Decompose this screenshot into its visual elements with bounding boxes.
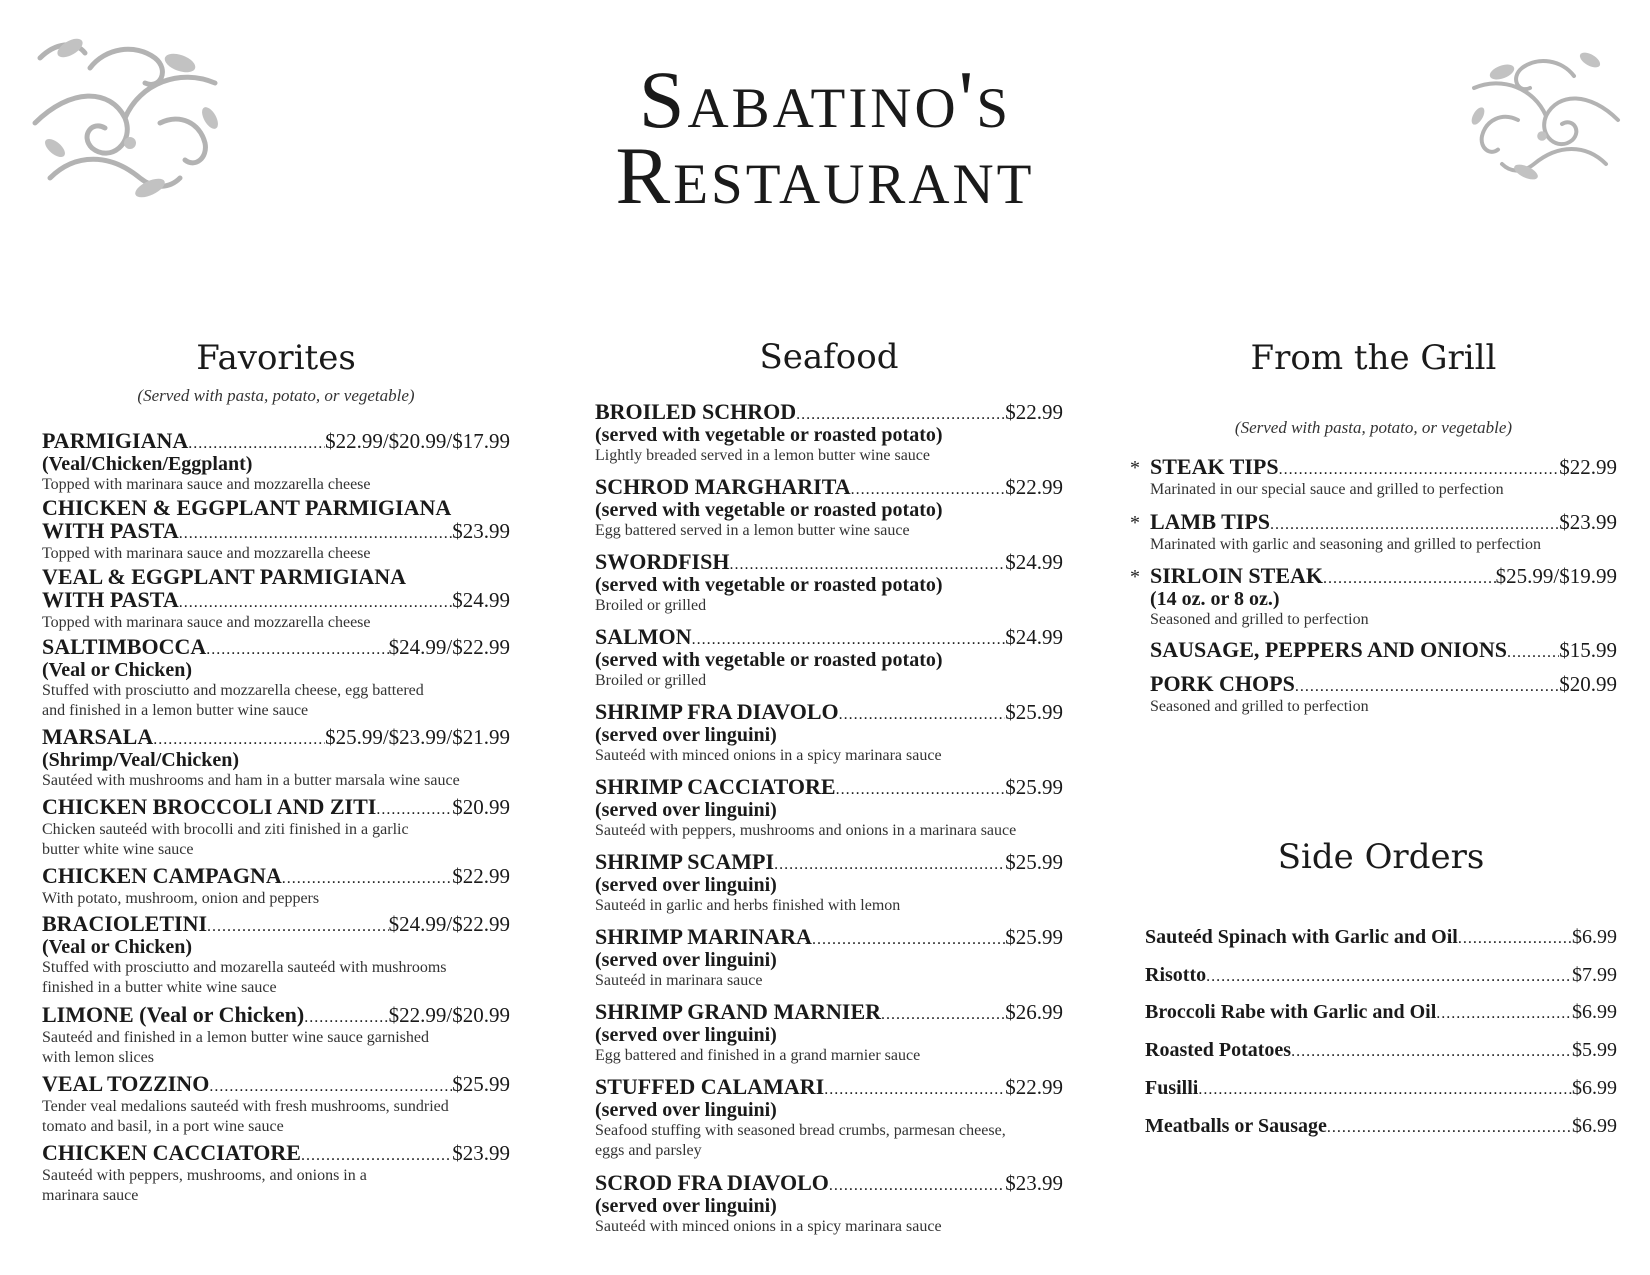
side-orders-heading: Side Orders xyxy=(1277,837,1485,877)
item-subtitle: (Shrimp/Veal/Chicken) xyxy=(42,749,240,771)
item-description: Chicken sauteéd with brocolli and ziti finished in a garlic xyxy=(42,821,409,838)
item-price: $26.99 xyxy=(1005,1000,1063,1024)
grill-heading: From the Grill xyxy=(1250,338,1497,378)
item-name: SIRLOIN STEAK xyxy=(1150,563,1324,588)
menu-item xyxy=(595,925,1063,991)
item-description: Seasoned and grilled to perfection xyxy=(1150,698,1369,715)
item-name: CHICKEN CAMPAGNA xyxy=(42,863,282,888)
item-price: $25.99/$19.99 xyxy=(1495,564,1617,588)
item-price: $23.99 xyxy=(1559,510,1617,534)
menu-item xyxy=(1145,964,1617,987)
item-price: $24.99/$22.99 xyxy=(388,912,510,936)
item-price: $5.99 xyxy=(1572,1039,1617,1061)
item-description-line-2: butter white wine sauce xyxy=(42,841,194,858)
item-description: Sauteéd with minced onions in a spicy marinara sauce xyxy=(595,1218,942,1235)
item-price: $25.99 xyxy=(1005,925,1063,949)
item-description: Sauteéd with minced onions in a spicy marinara sauce xyxy=(595,747,942,764)
leader-dots xyxy=(1507,644,1559,662)
menu-item xyxy=(595,850,1063,916)
item-subtitle: (served over linguini) xyxy=(595,949,777,971)
star-icon: * xyxy=(1130,566,1140,588)
leader-dots xyxy=(836,781,1006,799)
item-subtitle: (Veal or Chicken) xyxy=(42,936,192,958)
menu-item xyxy=(42,795,510,860)
item-subtitle: (served over linguini) xyxy=(595,874,777,896)
menu-item xyxy=(595,1171,1063,1237)
favorites-heading: Favorites xyxy=(196,338,356,378)
item-description: Sauteéd with peppers, mushrooms and onions in a marinara sauce xyxy=(595,822,1017,839)
menu-item xyxy=(1145,926,1617,949)
item-name: VEAL & EGGPLANT PARMIGIANA xyxy=(42,564,407,589)
item-description: Sauteéd with peppers, mushrooms, and onions in a xyxy=(42,1167,367,1184)
menu-item xyxy=(595,475,1063,541)
item-subtitle: (served over linguini) xyxy=(595,1024,777,1046)
item-name: SHRIMP FRA DIAVOLO xyxy=(595,699,839,724)
item-name: Sauteéd Spinach with Garlic and Oil xyxy=(1145,926,1458,948)
item-description: Topped with marinara sauce and mozzarella cheese xyxy=(42,614,371,631)
leader-dots xyxy=(1198,1081,1572,1099)
leader-dots xyxy=(179,525,453,543)
item-name: SHRIMP CACCIATORE xyxy=(595,774,836,799)
item-name: SALTIMBOCCA xyxy=(42,634,207,659)
leader-dots xyxy=(1270,516,1559,534)
item-name: Fusilli xyxy=(1145,1077,1199,1099)
menu-item xyxy=(42,1072,510,1137)
item-description-line-2: tomato and basil, in a port wine sauce xyxy=(42,1118,284,1135)
menu-item xyxy=(1145,1115,1617,1138)
item-name: SAUSAGE, PEPPERS AND ONIONS xyxy=(1150,637,1507,662)
item-name: SCROD FRA DIAVOLO xyxy=(595,1170,829,1195)
item-price: $24.99 xyxy=(452,588,510,612)
leader-dots xyxy=(1206,968,1572,986)
item-description: With potato, mushroom, onion and peppers xyxy=(42,890,320,907)
item-name: CHICKEN & EGGPLANT PARMIGIANA xyxy=(42,495,452,520)
item-price: $15.99 xyxy=(1559,638,1617,662)
leader-dots xyxy=(376,801,452,819)
item-price: $25.99 xyxy=(452,1072,510,1096)
item-name: STUFFED CALAMARI xyxy=(595,1074,825,1099)
menu-item xyxy=(42,1141,510,1206)
item-description: Sautéed with mushrooms and ham in a butter marsala wine sauce xyxy=(42,772,460,789)
leader-dots xyxy=(729,556,1005,574)
menu-item xyxy=(595,775,1063,841)
leader-dots xyxy=(1323,570,1496,588)
leader-dots xyxy=(301,1147,452,1165)
leader-dots xyxy=(839,706,1006,724)
leader-dots xyxy=(881,1006,1005,1024)
favorites-note: (Served with pasta, potato, or vegetable) xyxy=(137,386,415,405)
leader-dots xyxy=(207,918,389,936)
item-price: $20.99 xyxy=(1559,672,1617,696)
leader-dots xyxy=(796,406,1005,424)
menu-item xyxy=(42,566,510,633)
item-description: Lightly breaded served in a lemon butter wine sauce xyxy=(595,447,930,464)
item-description: Sauteéd in marinara sauce xyxy=(595,972,763,989)
item-description-line-2: with lemon slices xyxy=(42,1049,154,1066)
item-price: $23.99 xyxy=(452,1141,510,1165)
item-description: Egg battered served in a lemon butter wine sauce xyxy=(595,522,910,539)
item-description: Sauteéd and finished in a lemon butter wine sauce garnished xyxy=(42,1029,429,1046)
item-name: LIMONE (Veal or Chicken) xyxy=(42,1002,305,1027)
grill-note: (Served with pasta, potato, or vegetable) xyxy=(1234,418,1513,437)
item-price: $22.99/$20.99 xyxy=(388,1003,510,1027)
star-icon: * xyxy=(1130,457,1140,479)
item-description: Seasoned and grilled to perfection xyxy=(1150,611,1369,628)
item-name: SWORDFISH xyxy=(595,549,730,574)
item-description: Topped with marinara sauce and mozzarella cheese xyxy=(42,476,371,493)
menu-item xyxy=(42,912,510,998)
menu-item xyxy=(42,725,510,791)
item-description: Topped with marinara sauce and mozzarella cheese xyxy=(42,545,371,562)
item-description: Egg battered and finished in a grand marnier sauce xyxy=(595,1047,921,1064)
item-price: $24.99 xyxy=(1005,625,1063,649)
item-price: $24.99/$22.99 xyxy=(388,635,510,659)
title-line-2: Restaurant xyxy=(615,130,1035,221)
menu-item xyxy=(595,700,1063,766)
title-line-1: Sabatino's xyxy=(638,54,1012,145)
item-description: Tender veal medalions sauteéd with fresh mushrooms, sundried xyxy=(42,1098,449,1115)
item-name: Roasted Potatoes xyxy=(1145,1039,1292,1061)
item-subtitle: (served over linguini) xyxy=(595,724,777,746)
menu-item xyxy=(595,550,1063,616)
item-description: Stuffed with prosciutto and mozarella sauteéd with mushrooms xyxy=(42,959,447,976)
star-icon: * xyxy=(1130,512,1140,534)
leader-dots xyxy=(1291,1043,1572,1061)
item-price: $22.99 xyxy=(1005,475,1063,499)
item-description-line-2: eggs and parsley xyxy=(595,1142,702,1159)
item-name: SCHROD MARGHARITA xyxy=(595,474,851,499)
item-subtitle: (served with vegetable or roasted potato) xyxy=(595,574,943,596)
item-subtitle: (served with vegetable or roasted potato) xyxy=(595,424,943,446)
item-name: CHICKEN CACCIATORE xyxy=(42,1140,301,1165)
leader-dots xyxy=(851,481,1006,499)
leader-dots xyxy=(304,1009,388,1027)
item-description-line-2: finished in a butter white wine sauce xyxy=(42,979,277,996)
leader-dots xyxy=(1295,678,1559,696)
item-price: $22.99 xyxy=(1005,1075,1063,1099)
item-name: BROILED SCHROD xyxy=(595,399,797,424)
item-price: $22.99 xyxy=(1005,400,1063,424)
item-price: $25.99 xyxy=(1005,850,1063,874)
leader-dots xyxy=(153,731,325,749)
menu-item xyxy=(595,1000,1063,1066)
menu-item xyxy=(1145,1077,1617,1100)
leader-dots xyxy=(1458,930,1572,948)
item-name: Meatballs or Sausage xyxy=(1145,1115,1327,1137)
item-subtitle: (served with vegetable or roasted potato) xyxy=(595,649,943,671)
item-name: VEAL TOZZINO xyxy=(42,1071,210,1096)
item-description-line-2: and finished in a lemon butter wine sauce xyxy=(42,702,309,719)
item-subtitle: (14 oz. or 8 oz.) xyxy=(1150,588,1280,610)
leader-dots xyxy=(812,931,1005,949)
item-price: $6.99 xyxy=(1572,1115,1617,1137)
item-price: $6.99 xyxy=(1572,926,1617,948)
menu-item xyxy=(1130,455,1617,500)
item-price: $23.99 xyxy=(1005,1171,1063,1195)
menu-item xyxy=(42,1003,510,1068)
item-price: $25.99 xyxy=(1005,700,1063,724)
item-description: Marinated with garlic and seasoning and grilled to perfection xyxy=(1150,536,1541,553)
menu-item xyxy=(42,864,510,909)
menu-item xyxy=(595,625,1063,691)
item-subtitle: (served over linguini) xyxy=(595,1195,777,1217)
item-name-line-2: WITH PASTA xyxy=(42,587,179,612)
item-name: PARMIGIANA xyxy=(42,428,189,453)
leader-dots xyxy=(1279,461,1560,479)
item-name: LAMB TIPS xyxy=(1150,509,1271,534)
menu-item xyxy=(595,400,1063,466)
leader-dots xyxy=(188,435,325,453)
item-name: PORK CHOPS xyxy=(1150,671,1295,696)
item-description: Broiled or grilled xyxy=(595,597,707,614)
leader-dots xyxy=(179,594,453,612)
menu-item xyxy=(42,635,510,721)
item-name: MARSALA xyxy=(42,724,154,749)
leader-dots xyxy=(206,641,388,659)
menu-item xyxy=(1130,510,1617,555)
seafood-heading: Seafood xyxy=(759,337,899,377)
item-description: Stuffed with prosciutto and mozzarella cheese, egg battered xyxy=(42,682,424,699)
item-price: $7.99 xyxy=(1572,964,1617,986)
leader-dots xyxy=(1436,1005,1572,1023)
leader-dots xyxy=(824,1081,1005,1099)
item-name: Risotto xyxy=(1145,964,1207,986)
item-subtitle: (served over linguini) xyxy=(595,799,777,821)
item-description-line-2: marinara sauce xyxy=(42,1187,139,1204)
item-description: Sauteéd in garlic and herbs finished with lemon xyxy=(595,897,901,914)
item-name-line-2: WITH PASTA xyxy=(42,518,179,543)
item-description: Marinated in our special sauce and grilled to perfection xyxy=(1150,481,1504,498)
item-price: $25.99 xyxy=(1005,775,1063,799)
item-subtitle: (Veal or Chicken) xyxy=(42,659,192,681)
item-name: STEAK TIPS xyxy=(1150,454,1279,479)
menu-item xyxy=(1145,1039,1617,1062)
item-name: SALMON xyxy=(595,624,692,649)
item-price: $24.99 xyxy=(1005,550,1063,574)
restaurant-title xyxy=(0,54,1650,221)
leader-dots xyxy=(692,631,1006,649)
leader-dots xyxy=(774,856,1005,874)
item-description: Seafood stuffing with seasoned bread crumbs, parmesan cheese, xyxy=(595,1122,1006,1139)
item-name: BRACIOLETINI xyxy=(42,911,208,936)
item-subtitle: (served over linguini) xyxy=(595,1099,777,1121)
item-name: SHRIMP GRAND MARNIER xyxy=(595,999,881,1024)
menu-item xyxy=(1130,672,1617,717)
item-price: $25.99/$23.99/$21.99 xyxy=(325,725,510,749)
menu-item xyxy=(1130,564,1617,630)
menu-item xyxy=(42,429,510,495)
menu-item xyxy=(1145,1001,1617,1024)
menu-item xyxy=(42,497,510,564)
item-name: SHRIMP SCAMPI xyxy=(595,849,775,874)
item-price: $20.99 xyxy=(452,795,510,819)
item-price: $6.99 xyxy=(1572,1001,1617,1023)
leader-dots xyxy=(829,1177,1005,1195)
leader-dots xyxy=(1327,1119,1572,1137)
item-name: CHICKEN BROCCOLI AND ZITI xyxy=(42,794,377,819)
menu-item xyxy=(595,1075,1063,1161)
leader-dots xyxy=(209,1078,452,1096)
item-price: $22.99 xyxy=(1559,455,1617,479)
item-price: $22.99 xyxy=(452,864,510,888)
item-price: $23.99 xyxy=(452,519,510,543)
item-subtitle: (served with vegetable or roasted potato) xyxy=(595,499,943,521)
menu-item xyxy=(1130,638,1617,663)
item-price: $6.99 xyxy=(1572,1077,1617,1099)
item-name: SHRIMP MARINARA xyxy=(595,924,812,949)
item-subtitle: (Veal/Chicken/Eggplant) xyxy=(42,453,253,475)
item-description: Broiled or grilled xyxy=(595,672,707,689)
leader-dots xyxy=(282,870,453,888)
item-price: $22.99/$20.99/$17.99 xyxy=(325,429,510,453)
item-name: Broccoli Rabe with Garlic and Oil xyxy=(1145,1001,1437,1023)
